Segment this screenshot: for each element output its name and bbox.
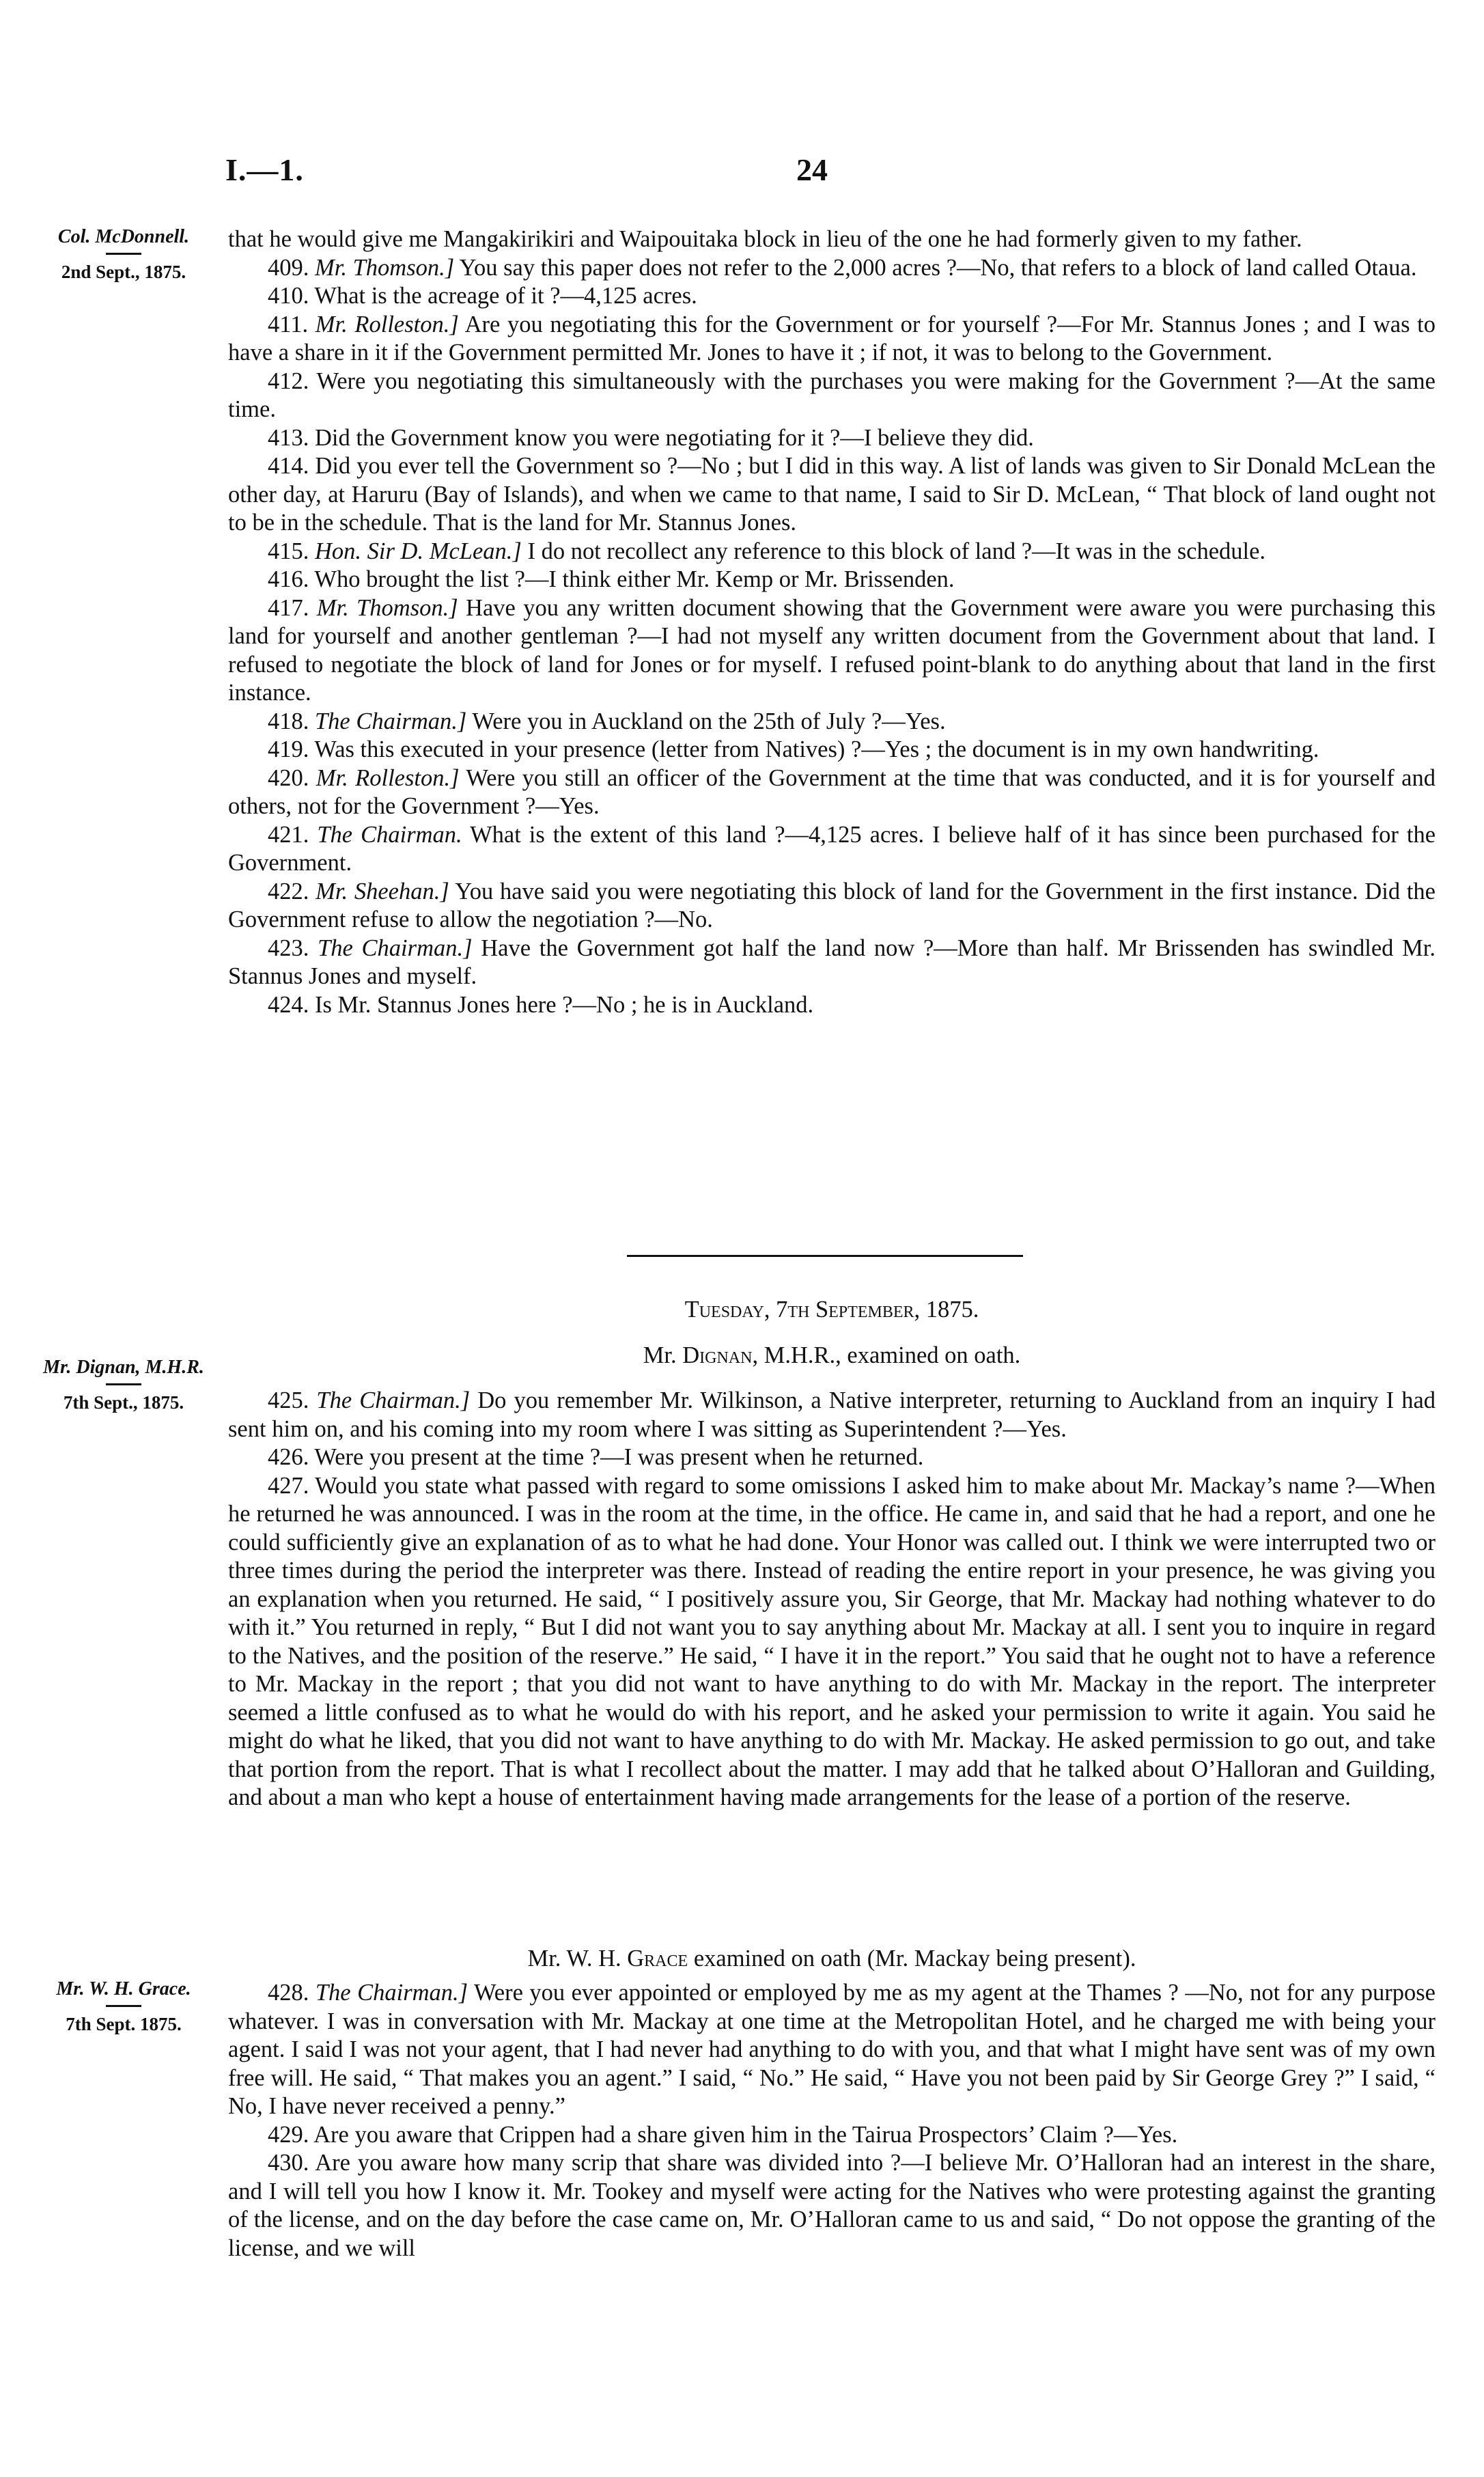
question-paragraph: 419. Was this executed in your presence (letter from Natives) ?—Yes ; the document is in my own handwriting. [268,736,1319,762]
question-paragraph: 421. The Chairman. What is the extent of this land ?—4,125 acres. I believe half of it has since been purchased for the Government. [228,821,1436,876]
evidence-section-dignan [228,1387,1436,1812]
evidence-section-mcdonnell [228,225,1436,1019]
question-paragraph: 414. Did you ever tell the Government so ?—No ; but I did in this way. A list of lands was given to Sir Donald McLean the other day, at Haruru (Bay of Islands), and when we came to that name, I said to Sir D. McLean, “ That block of land ought not to be in the schedule. That is the land for Mr. Stannus Jones. [228,453,1436,536]
margin-note-date: 7th Sept., 1875. [63,1392,184,1413]
margin-note-name: Col. McDonnell. [57,226,190,247]
question-paragraph: 422. Mr. Sheehan.] You have said you were negotiating this block of land for the Government in the first instance. Did the Government refuse to allow the negotiation ?—No. [228,878,1436,932]
question-paragraph: 426. Were you present at the time ?—I was present when he returned. [268,1444,924,1470]
question-paragraph: 427. Would you state what passed with regard to some omissions I asked him to make about Mr. Mackay’s name ?—When he returned he was announced. I was in the room at the time, in the office. He came in, and said that he had a report, and one he could sufficiently give an explanation of as to what he had done. Your Honor was called out. I think we were interrupted two or three times during the period the interpreter was there. Instead of reading the entire report in your presence, he was giving you an explanation when you returned. He said, “ I positively assure you, Sir George, that Mr. Mackay had nothing whatever to do with it.” You returned in reply, “ But I did not want you to say anything about Mr. Mackay at all. I sent you to inquire in regard to the Natives, and the position of the reserve.” He said, “ I have it in the report.” You said that he ought not to have a reference to Mr. Mackay in the report ; that you did not want to have anything to do with Mr. Mackay in the report. The interpreter seemed a little confused as to what he would do with his report, and he asked your permission to write it again. You said he might do what he liked, that you did not want to have anything to do with Mr. Mackay. He asked permission to go out, and take that portion from the report. That is what I recollect about the matter. I may add that he talked about O’Halloran and Guilding, and about a man who kept a house of entertainment having made arrangements for the lease of a portion of the reserve. [228,1472,1436,1810]
margin-rule [106,1383,141,1385]
margin-note-mcdonnell [27,225,220,283]
section-divider [627,1255,1023,1257]
page-number: 24 [796,152,828,187]
question-paragraph: 416. Who brought the list ?—I think either Mr. Kemp or Mr. Brissenden. [268,566,955,592]
question-paragraph: 423. The Chairman.] Have the Government got half the land now ?—More than half. Mr Brissenden has swindled Mr. Stannus Jones and myself. [228,935,1436,989]
question-paragraph: 424. Is Mr. Stannus Jones here ?—No ; he is in Auckland. [268,991,814,1018]
question-paragraph: 412. Were you negotiating this simultaneously with the purchases you were making for the Government ?—At the same time. [228,368,1436,422]
margin-note-name: Mr. W. H. Grace. [56,1978,191,1999]
question-paragraph: 425. The Chairman.] Do you remember Mr. Wilkinson, a Native interpreter, returning to Auckland from an inquiry I had sent him on, and his coming into my room where I was sitting as Superintendent ?—Yes. [228,1387,1436,1442]
margin-rule [106,2005,141,2007]
question-paragraph: 410. What is the acreage of it ?—4,125 acres. [268,283,697,309]
question-paragraph: 430. Are you aware how many scrip that share was divided into ?—I believe Mr. O’Halloran had an interest in the share, and I will tell you how I know it. Mr. Tookey and myself were acting for the Natives who were protesting against the granting of the license, and on the day before the case came on, Mr. O’Halloran came to us and said, “ Do not oppose the granting of the license, and we will [228,2150,1436,2261]
question-paragraph: 415. Hon. Sir D. McLean.] I do not recollect any reference to this block of land ?—It was in the schedule. [268,538,1266,564]
question-paragraph: 429. Are you aware that Crippen had a share given him in the Tairua Prospectors’ Claim ?—Yes. [268,2121,1178,2148]
question-paragraph: 411. Mr. Rolleston.] Are you negotiating this for the Government or for yourself ?—For Mr. Stannus Jones ; and I was to have a share in it if the Government permitted Mr. Jones to have it ; if not, it was to belong to the Government. [228,311,1436,365]
margin-rule [106,253,141,255]
question-paragraph: 413. Did the Government know you were negotiating for it ?—I believe they did. [268,424,1034,451]
question-paragraph: 417. Mr. Thomson.] Have you any written document showing that the Government were aware you were purchasing this land for yourself and another gentleman ?—I had not myself any written document from the Government about that land. I refused to negotiate the block of land for Jones or for myself. I refused point-blank to do anything about that land in the first instance. [228,594,1436,706]
document-reference: I.—1. [225,152,304,187]
margin-note-name: Mr. Dignan, M.H.R. [43,1357,204,1378]
margin-note-date: 7th Sept. 1875. [66,2014,182,2034]
question-paragraph: 420. Mr. Rolleston.] Were you still an officer of the Government at the time that was conducted, and it is for yourself and others, not for the Government ?—Yes. [228,764,1436,819]
witness-heading-dignan: Mr. Dignan, M.H.R., examined on oath. [643,1342,1021,1368]
margin-note-grace [27,1978,220,2036]
question-paragraph: 428. The Chairman.] Were you ever appointed or employed by me as my agent at the Thames ? —No, not for any purpose whatever. I was in conversation with Mr. Mackay at one time at the Metropolitan Hotel, and he charged me with being your agent. I said I was not your agent, that I had never had anything to do with you, and that what I might have sent was of my own free will. He said, “ That makes you an agent.” I said, “ No.” He said, “ Have you not been paid by Sir George Grey ?” I said, “ No, I have never received a penny.” [228,1980,1436,2119]
evidence-section-grace [228,1979,1436,2262]
witness-heading-grace: Mr. W. H. Grace examined on oath (Mr. Mackay being present). [527,1946,1136,1971]
question-paragraph: 409. Mr. Thomson.] You say this paper does not refer to the 2,000 acres ?—No, that refers to a block of land called Otaua. [268,254,1417,281]
margin-note-date: 2nd Sept., 1875. [61,262,186,282]
continuation-paragraph: that he would give me Mangakirikiri and Waipouitaka block in lieu of the one he had formerly given to my father. [228,226,1302,252]
date-heading: Tuesday, 7th September, 1875. [684,1297,979,1323]
question-paragraph: 418. The Chairman.] Were you in Auckland on the 25th of July ?—Yes. [268,708,946,734]
margin-note-dignan [27,1356,220,1414]
